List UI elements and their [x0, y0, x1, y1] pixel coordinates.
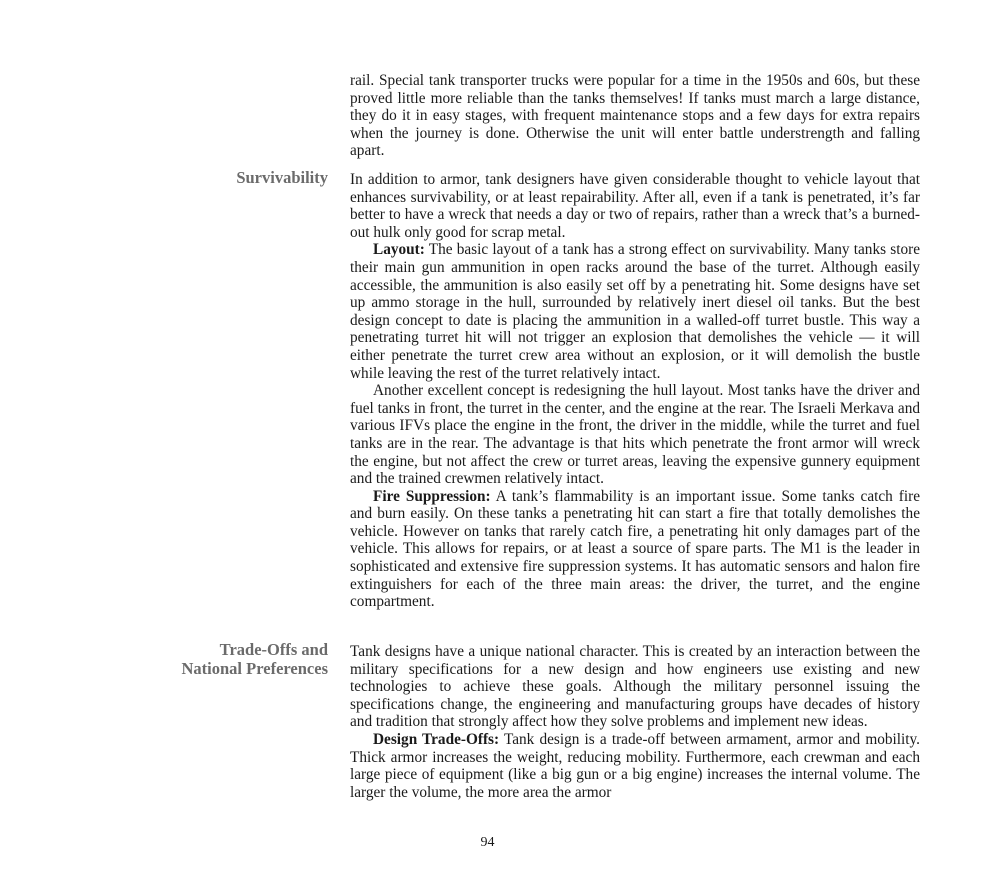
layout-paragraph	[350, 241, 920, 382]
layout-run-in-heading: Layout:	[373, 241, 425, 259]
trade-offs-text-block	[350, 643, 920, 801]
section-heading-line: Survivability	[236, 168, 328, 187]
design-trade-offs-paragraph	[350, 731, 920, 801]
opening-paragraph: rail. Special tank transporter trucks were popular for a time in the 1950s and 60s, but these proved little more reliable than the tanks themselves! If tanks must march a large distance, they do it in easy stages, with frequent maintenance stops and a few days for extra repairs when the journey is done. Otherwise the unit will enter battle understrength and falling apart.	[350, 72, 920, 160]
hull-layout-paragraph: Another excellent concept is redesigning the hull layout. Most tanks have the driver and fuel tanks in front, the turret in the center, and the engine at the rear. The Israeli Merkava and various IFVs place the engine in the front, the driver in the middle, while the turret and fuel tanks are in the rear. The advantage is that hits which penetrate the front armor will wreck the engine, but not affect the crew or turret areas, leaving the expensive gunnery equipment and the trained crewmen relatively intact.	[350, 382, 920, 488]
fire-suppression-paragraph	[350, 488, 920, 611]
trade-offs-intro-paragraph: Tank designs have a unique national character. This is created by an interaction between the military specifications for a new design and how engineers use existing and new technologies to achieve these goals. Although the military personnel issuing the specifications change, the engineering and manufacturing groups have decades of history and tradition that strongly affect how they solve problems and implement new ideas.	[350, 643, 920, 731]
section-heading-survivability	[100, 168, 328, 187]
section-heading-trade-offs	[100, 640, 328, 678]
section-heading-line: National Preferences	[181, 659, 328, 678]
opening-text-block	[350, 72, 920, 160]
survivability-intro-paragraph: In addition to armor, tank designers have given considerable thought to vehicle layout that enhances survivability, or at least repairability. After all, even if a tank is penetrated, it’s far better to have a wreck that needs a day or two of repairs, rather than a wreck that’s a burned-out hulk only good for scrap metal.	[350, 171, 920, 241]
section-heading-line: Trade-Offs and	[219, 640, 328, 659]
page-number: 94	[480, 835, 495, 850]
survivability-text-block	[350, 171, 920, 611]
layout-body-text: The basic layout of a tank has a strong effect on survivability. Many tanks store their main gun ammunition in open racks around the base of the turret. Although easily accessible, the ammunition is also easily set off by a penetrating hit. Some designs have set up ammo storage in the hull, surrounded by relatively inert diesel oil tanks. But the best design concept to date is placing the ammunition in a walled-off turret bustle. This way a penetrating turret hit will not trigger an explosion that demolishes the vehicle — it will either penetrate the turret crew area without an explosion, or it will demolish the bustle while leaving the rest of the turret relatively intact.	[350, 241, 920, 382]
design-trade-offs-body-text: Tank design is a trade-off between armament, armor and mobility. Thick armor increases the weight, reducing mobility. Furthermore, each crewman and each large piece of equipment (like a big gun or a big engine) increases the internal volume. The larger the volume, the more area the armor	[350, 730, 920, 801]
fire-suppression-run-in-heading: Fire Suppression:	[373, 487, 491, 505]
design-trade-offs-run-in-heading: Design Trade-Offs:	[373, 730, 500, 748]
fire-suppression-body-text: A tank’s flammability is an important issue. Some tanks catch fire and burn easily. On these tanks a penetrating hit can start a fire that totally demolishes the vehicle. However on tanks that rarely catch fire, a penetrating hit only damages part of the vehicle. This allows for repairs, or at least a source of spare parts. The M1 is the leader in sophisticated and extensive fire suppression systems. It has automatic sensors and halon fire extinguishers for each of the three main areas: the driver, the turret, and the engine compartment.	[350, 487, 920, 611]
